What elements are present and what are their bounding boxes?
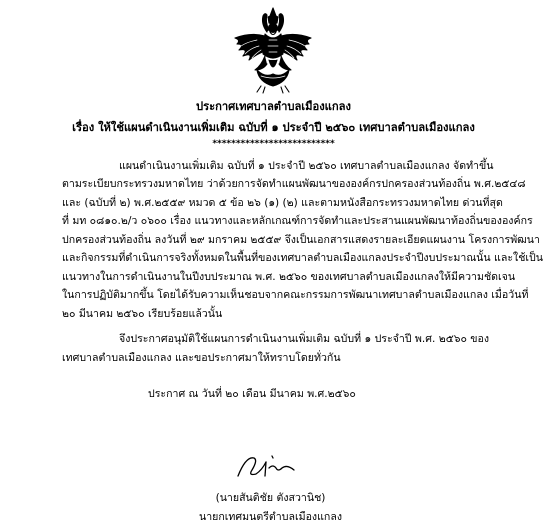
paragraph2-line: เทศบาลตำบลเมืองแกลง และขอประกาศมาให้ทราบโดยทั่วกัน <box>62 352 341 364</box>
garuda-emblem-icon <box>227 6 319 94</box>
paragraph1-line: และกิจกรรมที่ดำเนินการจริงทั้งหมดในพื้นที่ของเทศบาลตำบลเมืองแกลงประจำปีงบประมาณนั้น และใช้เป็น <box>62 252 543 264</box>
paragraph1-line: ตามระเบียบกระทรวงมหาดไทย ว่าด้วยการจัดทำแผนพัฒนาขององค์กรปกครองส่วนท้องถิ่น พ.ศ.๒๕๔๘ <box>62 178 526 190</box>
paragraph1-line: ปกครองส่วนท้องถิ่น ลงวันที่ ๒๙ มกราคม ๒๕๕๙ จึงเป็นเอกสารแสดงรายละเอียดแผนงาน โครงการพัฒนา <box>62 234 540 246</box>
announcement-title: ประกาศเทศบาลตำบลเมืองแกลง <box>195 100 351 113</box>
signatory-name: (นายสันติชัย ตังสวานิช) <box>215 492 326 504</box>
paragraph1-line: แผนดำเนินงานเพิ่มเติม ฉบับที่ ๑ ประจำปี ๒๕๖๐ เทศบาลตำบลเมืองแกลง จัดทำขึ้น <box>119 160 494 172</box>
signatory-position: นายกเทศมนตรีตำบลเมืองแกลง <box>198 511 343 523</box>
paragraph1-line: ที่ มท ๐๘๑๐.๒/ว ๐๖๐๐ เรื่อง แนวทางและหลักเกณฑ์การจัดทำและประสานแผนพัฒนาท้องถิ่นขององค์กร <box>62 215 533 227</box>
announcement-subject: เรื่อง ให้ใช้แผนดำเนินงานเพิ่มเติม ฉบับที่ ๑ ประจำปี ๒๕๖๐ เทศบาลตำบลเมืองแกลง <box>72 121 475 134</box>
title-separator: ************************** <box>212 139 335 149</box>
paragraph1-line: ๒๐ มีนาคม ๒๕๖๐ เรียบร้อยแล้วนั้น <box>62 308 223 320</box>
paragraph2-line: จึงประกาศอนุมัติใช้แผนการดำเนินงานเพิ่มเติม ฉบับที่ ๑ ประจำปี พ.ศ. ๒๕๖๐ ของ <box>119 333 490 345</box>
handwritten-signature-icon <box>232 450 298 482</box>
paragraph1-line: และ (ฉบับที่ ๒) พ.ศ.๒๕๕๙ หมวด ๕ ข้อ ๒๖ (๑) (๒) และตามหนังสือกระทรวงมหาดไทย ด่วนที่สุด <box>62 197 503 209</box>
paragraph1-line: ในการปฏิบัติมากขึ้น โดยได้รับความเห็นชอบจากคณะกรรมการพัฒนาเทศบาลตำบลเมืองแกลง เมื่อวันที่ <box>62 289 529 301</box>
announcement-date: ประกาศ ณ วันที่ ๒๐ เดือน มีนาคม พ.ศ.๒๕๖๐ <box>148 388 356 400</box>
paragraph1-line: แนวทางในการดำเนินงานในปีงบประมาณ พ.ศ. ๒๕๖๐ ของเทศบาลตำบลเมืองแกลงให้มีความชัดเจน <box>62 271 516 283</box>
